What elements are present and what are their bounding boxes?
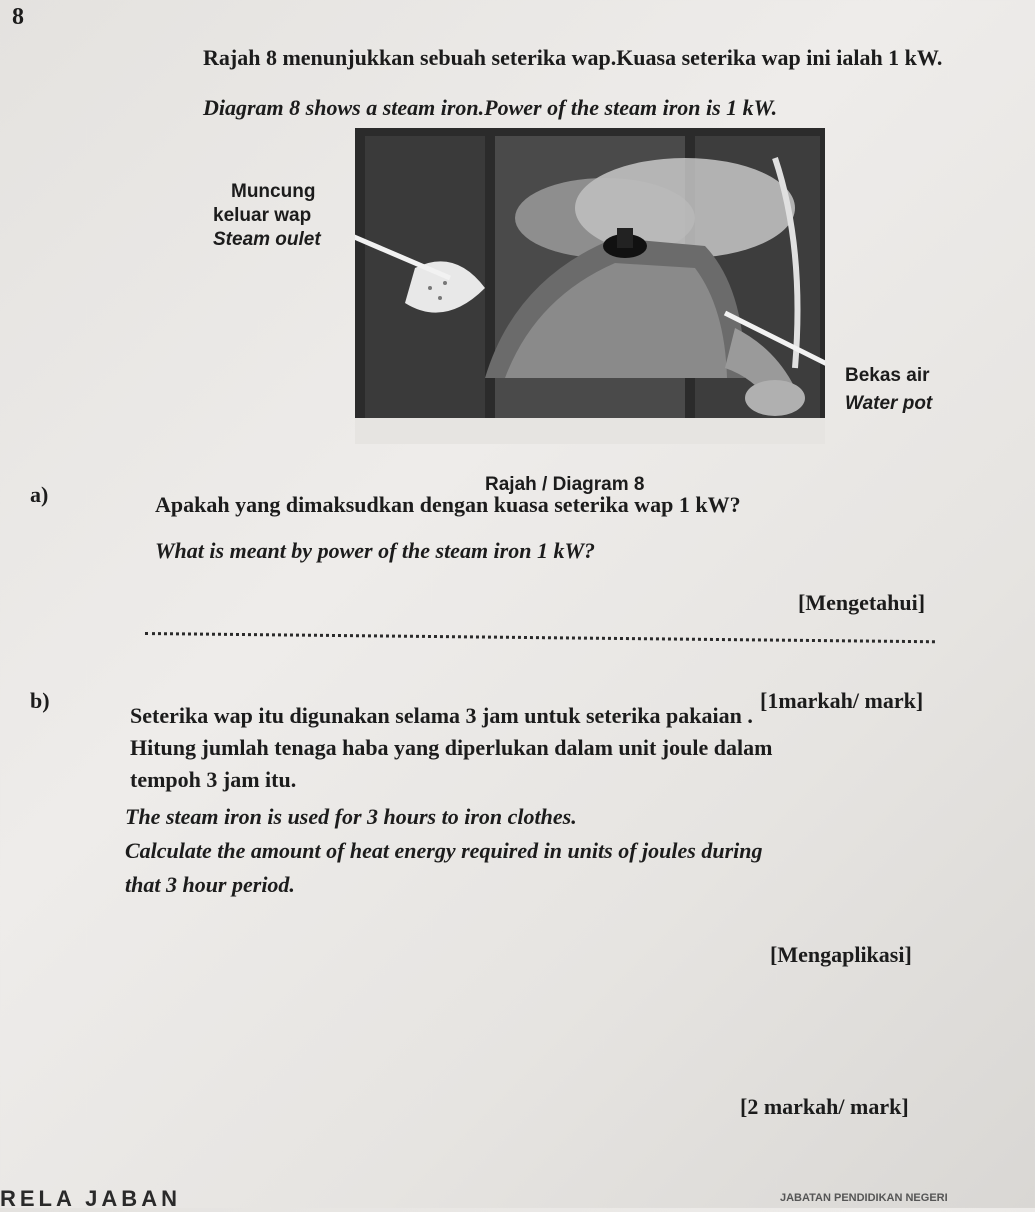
part-a-question-malay: Apakah yang dimaksudkan dengan kuasa seterika wap 1 kW? (155, 492, 741, 517)
part-b-marks: [2 markah/ mark] (740, 1094, 909, 1119)
part-b-question-english (125, 800, 925, 902)
steam-iron-photo (355, 128, 825, 444)
part-b-label: b) (30, 688, 50, 713)
part-a-marks: [1markah/ mark] (760, 688, 924, 713)
part-a-label: a) (30, 482, 49, 507)
question-number: 8 (12, 4, 24, 30)
label-water-pot (845, 362, 932, 418)
part-b-question-malay (130, 700, 930, 796)
part-b-skill: [Mengaplikasi] (770, 942, 912, 967)
label-water-en: Water pot (845, 393, 933, 414)
intro-english: Diagram 8 shows a steam iron.Power of the steam iron is 1 kW. (203, 95, 778, 120)
part-b-ms-line-3: tempoh 3 jam itu. (130, 767, 297, 792)
part-b-ms-line-1: Seterika wap itu digunakan selama 3 jam untuk seterika pakaian . (130, 703, 753, 728)
answer-line (145, 632, 935, 643)
part-b-en-line-3: that 3 hour period. (125, 872, 295, 897)
part-b-en-line-1: The steam iron is used for 3 hours to iron clothes. (125, 804, 577, 829)
part-a-skill: [Mengetahui] (798, 590, 926, 615)
label-water-ms: Bekas air (845, 365, 930, 386)
footer-left-text: RELA JABAN (0, 1186, 181, 1211)
part-b-en-line-2: Calculate the amount of heat energy required in units of joules during (125, 838, 763, 863)
label-nozzle-ms-2: keluar wap (213, 205, 312, 226)
label-nozzle-ms-1: Muncung (231, 181, 316, 202)
footer-right-text: JABATAN PENDIDIKAN NEGERI (780, 1192, 948, 1204)
diagram-caption: Rajah / Diagram 8 (485, 474, 645, 495)
label-steam-outlet (213, 180, 321, 252)
part-a-question-english: What is meant by power of the steam iron 1 kW? (155, 538, 596, 563)
intro-malay: Rajah 8 menunjukkan sebuah seterika wap.Kuasa seterika wap ini ialah 1 kW. (203, 45, 943, 70)
label-nozzle-en: Steam oulet (213, 229, 321, 250)
part-b-ms-line-2: Hitung jumlah tenaga haba yang diperlukan dalam unit joule dalam (130, 735, 773, 760)
